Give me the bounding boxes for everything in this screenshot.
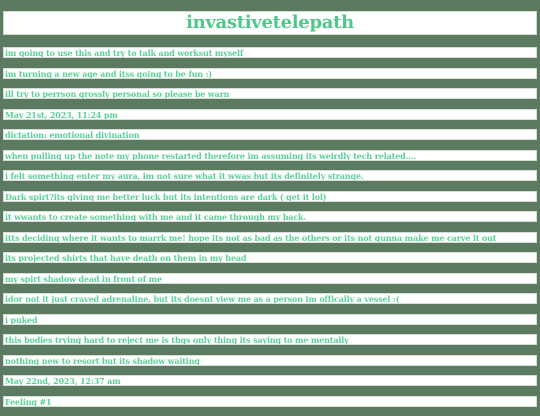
post-entry[interactable] — [3, 47, 537, 58]
post-text: itts deciding where it wants to marrk me! hope its not as bad as the others or its not gunna make me carve it out — [5, 232, 497, 243]
post-text: this bodies trying hard to reject me is thgs only thing its saying to me mentally — [5, 335, 349, 345]
blog-header — [3, 11, 537, 35]
post-entry[interactable] — [3, 109, 537, 120]
post-entry[interactable] — [3, 355, 537, 366]
post-entry[interactable] — [3, 170, 537, 181]
blog-title[interactable]: invastivetelepath — [186, 12, 354, 33]
post-entry[interactable] — [3, 232, 537, 243]
post-text: im going to use this and try to talk and worksut myself — [5, 48, 244, 58]
post-entry[interactable] — [3, 150, 537, 161]
post-timestamp: May 21st, 2023, 11:24 pm — [5, 109, 118, 120]
post-entry[interactable] — [3, 68, 537, 79]
post-entry[interactable] — [3, 314, 537, 325]
post-text: its projected shirts that have death on them in my head — [5, 253, 247, 263]
post-entry[interactable] — [3, 88, 537, 99]
post-entry[interactable] — [3, 191, 537, 202]
post-timestamp: May 22nd, 2023, 12:37 am — [5, 376, 121, 386]
post-text: ill try to perrson grossly personal so please be warn — [5, 89, 230, 99]
post-text: idor not it just craved adrenaline, but its doesnt view me as a person im offically a vessel :( — [5, 294, 400, 304]
post-text: nothing new to resort but its shadow waiting — [5, 355, 200, 366]
post-text: i puked — [5, 314, 38, 325]
post-entry[interactable] — [3, 293, 537, 304]
post-entry[interactable] — [3, 252, 537, 263]
post-text: dictation: emotional divination — [5, 130, 140, 140]
post-entry[interactable] — [3, 375, 537, 386]
post-list — [3, 47, 537, 416]
post-entry[interactable] — [3, 211, 537, 222]
post-text: when pulling up the note my phone restarted therefore im assuming its weirdly tech related.... — [5, 150, 417, 161]
post-text: im turning a new age and itss going to be fun :) — [5, 68, 213, 79]
post-entry[interactable] — [3, 334, 537, 345]
post-entry[interactable] — [3, 129, 537, 140]
post-entry[interactable] — [3, 273, 537, 284]
post-text: it wwants to create something with me and it came through my back. — [5, 212, 307, 222]
post-text: my spirt shadow dead in front of me — [5, 273, 162, 284]
post-text: Dark spirt?its giving me better luck but its intentions are dark ( get it lol) — [5, 191, 327, 202]
post-text: i felt something enter my aura, im not sure what it wwas but its definitely strange. — [5, 171, 364, 181]
post-text: Feeling #1 — [5, 396, 52, 407]
